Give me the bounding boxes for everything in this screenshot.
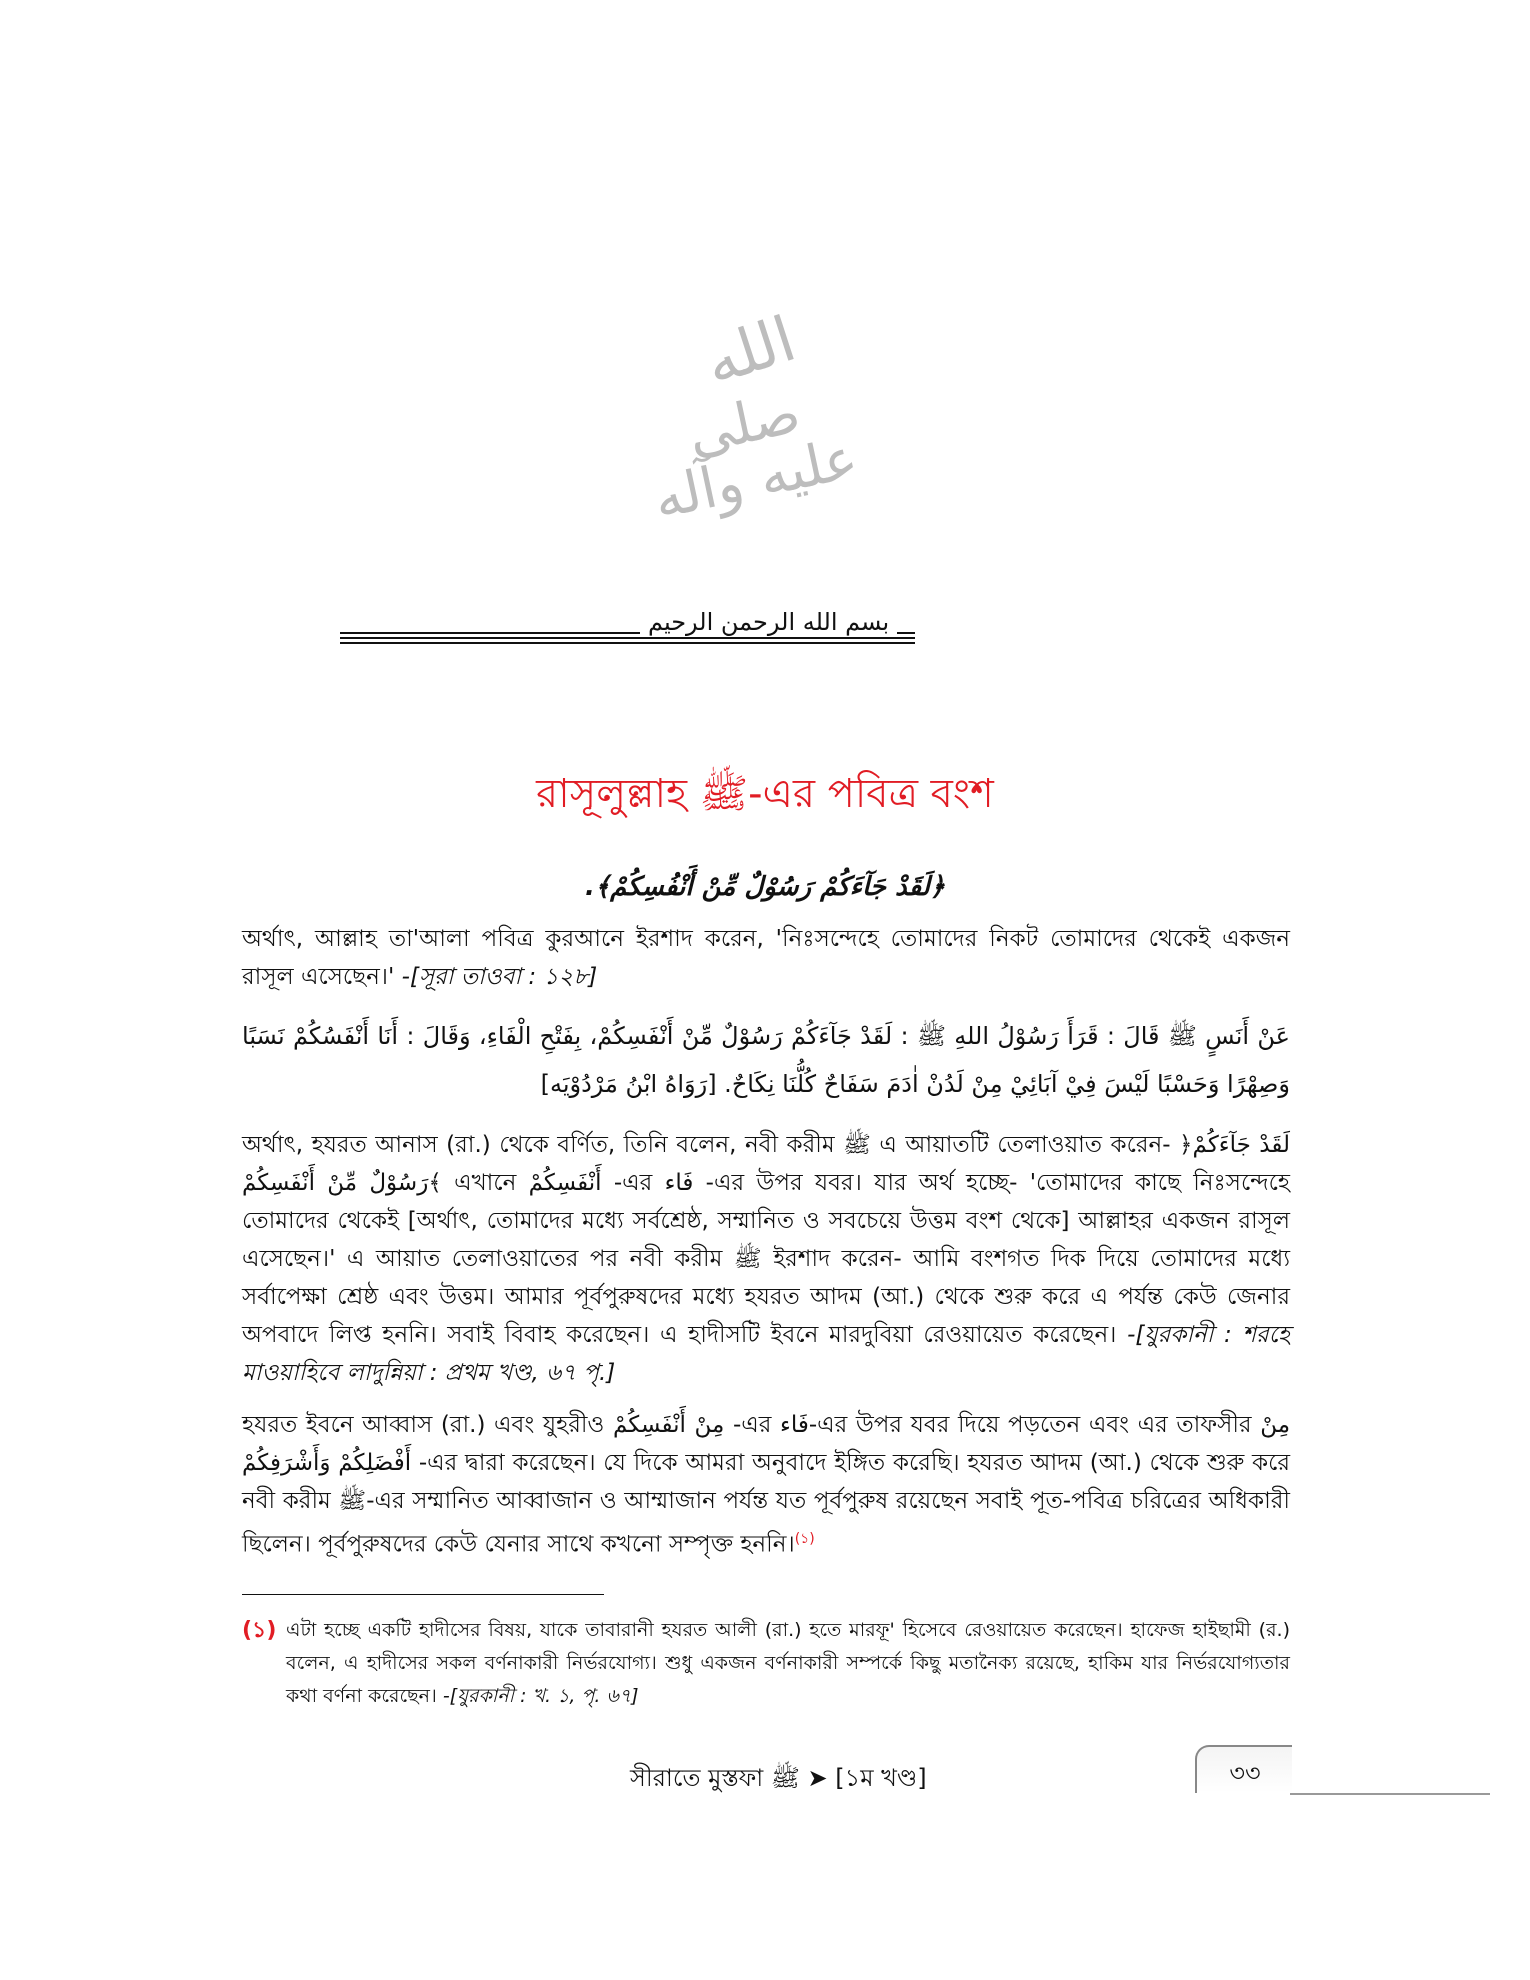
bismillah-text: بسم الله الرحمن الرحيم bbox=[640, 608, 897, 636]
footnote-citation: -[যুরকানী : খ. ১, পৃ. ৬৭] bbox=[442, 1685, 639, 1707]
running-footer-book-title: সীরাতে মুস্তফা ﷺ ➤ [১ম খণ্ড] bbox=[630, 1764, 927, 1792]
citation: -[যুরকানী : শরহে মাওয়াহিবে লাদুন্নিয়া : প্রথম খণ্ড, ৬৭ পৃ.] bbox=[242, 1322, 1291, 1386]
paragraph-text: অর্থাৎ, আল্লাহ তা'আলা পবিত্র কুরআনে ইরশাদ করেন, 'নিঃসন্দেহে তোমাদের নিকট তোমাদের থেকেই একজন রাসূল এসেছেন।' bbox=[242, 926, 1290, 990]
footnote bbox=[242, 1614, 1290, 1713]
footnote-number: (১) bbox=[242, 1618, 277, 1643]
paragraph-translation-2 bbox=[242, 1126, 1290, 1392]
footnote-body bbox=[286, 1614, 1290, 1713]
quran-ayah: ﴿لَقَدْ جَآءَكُمْ رَسُوْلٌ مِّنْ أَنْفُسِكُمْ﴾. bbox=[584, 872, 946, 902]
paragraph-3 bbox=[242, 1406, 1290, 1564]
calligraphy-line-2: صلى عليه وآله bbox=[648, 380, 864, 533]
calligraphy-line-1: الله bbox=[695, 301, 804, 400]
citation: -[সূরা তাওবা : ১২৮] bbox=[401, 964, 598, 990]
paragraph-translation-1 bbox=[242, 920, 1290, 996]
bismillah-divider bbox=[340, 608, 915, 648]
divider-rule bbox=[340, 642, 915, 644]
paragraph-text: হযরত ইবনে আব্বাস (রা.) এবং যুহরীও مِنْ أَنْفَسِكُمْ -এর فَاء-এর উপর যবর দিয়ে পড়তেন এবং এর তাফসীর مِنْ أَفْضَلِكُمْ وَأَشْرَفِكُمْ -এর দ্বারা করেছেন। যে দিকে আমরা অনুবাদে ইঙ্গিত করেছি। হযরত আদম (আ.) থেকে শুরু করে নবী করীম ﷺ-এর সম্মানিত আব্বাজান ও আম্মাজান পর্যন্ত যত পূর্বপুরুষ রয়েছেন সবাই পূত-পবিত্র চরিত্রের অধিকারী ছিলেন। পূর্বপুরুষদের কেউ যেনার সাথে কখনো সম্পৃক্ত হননি। bbox=[242, 1412, 1291, 1558]
chapter-title: রাসূলুল্লাহ ﷺ-এর পবিত্র বংশ bbox=[536, 771, 994, 817]
footnote-separator bbox=[242, 1594, 604, 1595]
page-number: ৩৩ bbox=[1229, 1759, 1261, 1787]
salawat-calligraphy bbox=[640, 301, 864, 533]
paragraph-text: অর্থাৎ, হযরত আনাস (রা.) থেকে বর্ণিত, তিনি বলেন, নবী করীম ﷺ এ আয়াতটি তেলাওয়াত করেন- ﴿لَقَدْ جَآءَكُمْ رَسُوْلٌ مِّنْ أَنْفَسِكُمْ﴾ এখানে أَنْفَسِكُمْ -এর فَاء -এর উপর যবর। যার অর্থ হচ্ছে- 'তোমাদের কাছে নিঃসন্দেহে তোমাদের থেকেই [অর্থাৎ, তোমাদের মধ্যে সর্বশ্রেষ্ঠ, সম্মানিত ও সবচেয়ে উত্তম বংশ থেকে] আল্লাহর একজন রাসূল এসেছেন।' এ আয়াত তেলাওয়াতের পর নবী করীম ﷺ ইরশাদ করেন- আমি বংশগত দিক দিয়ে তোমাদের মধ্যে সর্বাপেক্ষা শ্রেষ্ঠ এবং উত্তম। আমার পূর্বপুরুষদের মধ্যে হযরত আদম (আ.) থেকে শুরু করে এ পর্যন্ত কেউ জেনার অপবাদে লিপ্ত হননি। সবাই বিবাহ করেছেন। এ হাদীসটি ইবনে মারদুবিয়া রেওয়ায়েত করেছেন। bbox=[242, 1132, 1291, 1348]
hadith-arabic: عَنْ أَنَسٍ ﷺ قَالَ : قَرَأَ رَسُوْلُ اللهِ ﷺ : لَقَدْ جَآءَكُمْ رَسُوْلٌ مِّنْ أَنْفَسِكُمْ، بِفَتْحِ الْفَاءِ، وَقَالَ : أَنَا أَنْفَسُكُمْ نَسَبًا وَصِهْرًا وَحَسْبًا لَيْسَ فِيْ آبَائِيْ مِنْ لَدُنْ اٰدَمَ سَفَاحٌ كُلُّنَا نِكَاحٌ. [رَوَاهُ ابْنُ مَرْدُوْيَه] bbox=[242, 1022, 1290, 1098]
footer-rule bbox=[1290, 1793, 1490, 1795]
divider-rule bbox=[340, 637, 915, 639]
footnote-marker: (১) bbox=[794, 1531, 815, 1547]
footnote-text: এটা হচ্ছে একটি হাদীসের বিষয়, যাকে তাবারানী হযরত আলী (রা.) হতে মারফূ' হিসেবে রেওয়ায়েত করেছেন। হাফেজ হাইছামী (র.) বলেন, এ হাদীসের সকল বর্ণনাকারী নির্ভরযোগ্য। শুধু একজন বর্ণনাকারী সম্পর্কে কিছু মতানৈক্য রয়েছে, হাকিম যার নির্ভরযোগ্যতার কথা বর্ণনা করেছেন। bbox=[286, 1619, 1290, 1707]
